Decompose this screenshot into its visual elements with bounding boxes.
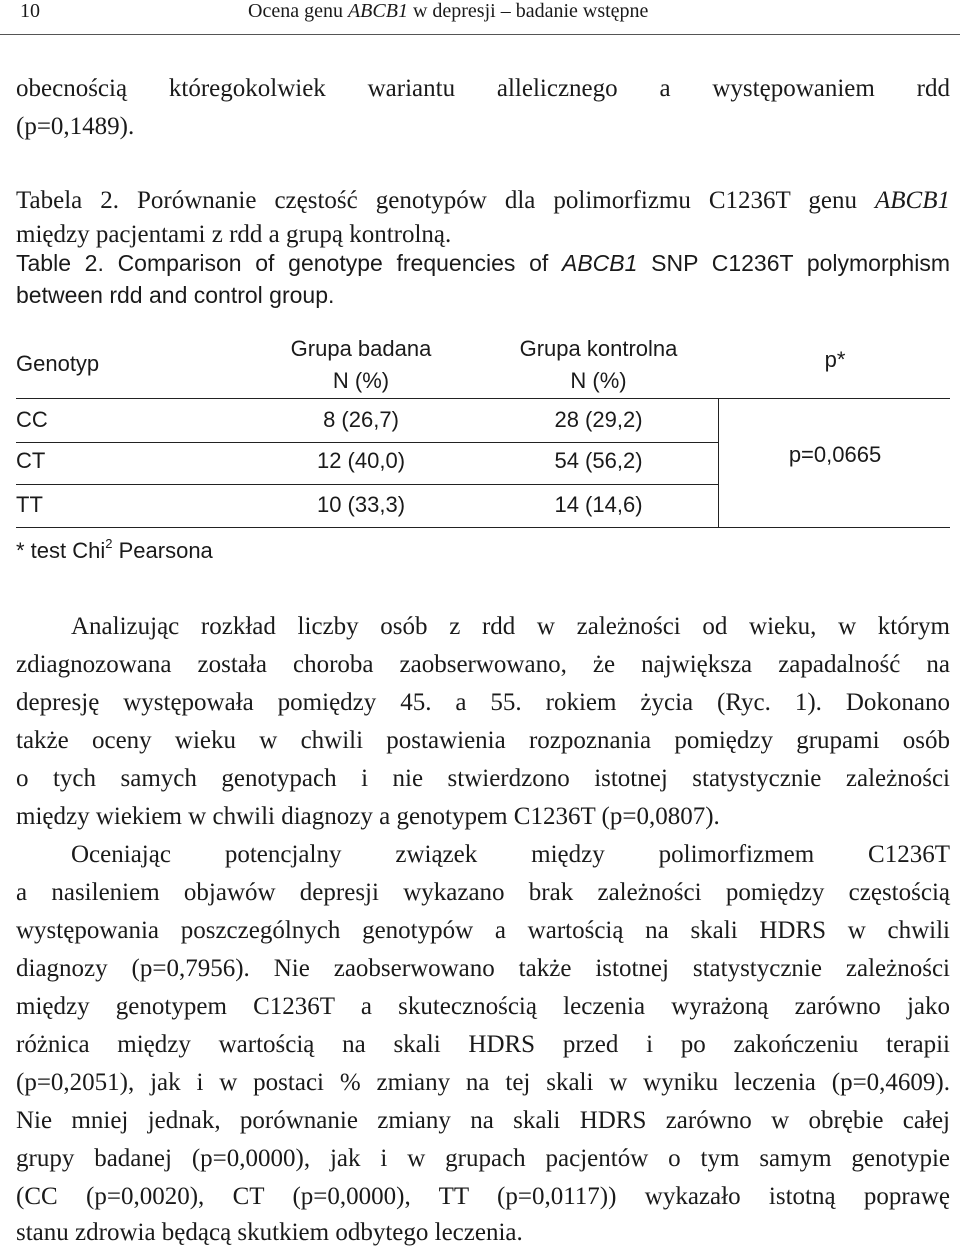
caption-pl-line-2: między pacjentami z rdd a grupą kontrolną. bbox=[16, 221, 452, 248]
row-cc-study: 8 (26,7) bbox=[323, 407, 399, 432]
para2-line-10: (CC (p=0,0020), CT (p=0,0000), TT (p=0,0117)) wykazało istotną poprawę bbox=[16, 1183, 950, 1210]
caption-pl-line-1 bbox=[16, 186, 950, 216]
running-head-gene: ABCB1 bbox=[347, 0, 408, 22]
header-rule-bottom bbox=[16, 398, 950, 399]
header-control-line-1: Grupa kontrolna bbox=[519, 336, 678, 361]
header-rule bbox=[0, 34, 960, 35]
para2-line-6: różnica między wartością na skali HDRS przed i po zakończeniu terapii bbox=[16, 1031, 950, 1058]
row-tt-study: 10 (33,3) bbox=[316, 492, 406, 517]
para2-line-8: Nie mniej jednak, porównanie zmiany na skali HDRS zarówno w obrębie całej bbox=[16, 1107, 950, 1134]
caption-pl-pre: Tabela 2. Porównanie częstość genotypów dla polimorfizmu C1236T genu bbox=[16, 187, 875, 214]
para1-line-1: Analizując rozkład liczby osób z rdd w zależności od wieku, w którym bbox=[71, 613, 950, 640]
para1-line-4: także oceny wieku w chwili postawienia rozpoznania pomiędzy grupami osób bbox=[16, 727, 950, 754]
page-number: 10 bbox=[20, 0, 40, 22]
table-bottom-rule bbox=[16, 527, 950, 528]
intro-line-2: (p=0,1489). bbox=[16, 113, 135, 140]
header-study-line-2: N (%) bbox=[332, 368, 390, 393]
row-ct-genotype: CT bbox=[16, 448, 46, 473]
para2-line-11: stanu zdrowia będącą skutkiem odbytego leczenia. bbox=[16, 1219, 523, 1246]
caption-en-gene: ABCB1 bbox=[562, 250, 638, 276]
running-head-post: w depresji – badanie wstępne bbox=[407, 0, 649, 22]
para2-line-7: (p=0,2051), jak i w postaci % zmiany na tej skali w wyniku leczenia (p=0,4609). bbox=[16, 1069, 950, 1096]
footnote-post: Pearsona bbox=[112, 538, 213, 563]
para1-line-2: zdiagnozowana została choroba zaobserwowano, że największa zapadalność na bbox=[16, 651, 950, 678]
row-rule-1 bbox=[16, 442, 718, 443]
running-head-pre: Ocena genu bbox=[248, 0, 348, 22]
table-footnote bbox=[16, 536, 213, 566]
para1-line-6: między wiekiem w chwili diagnozy a genotypem C1236T (p=0,0807). bbox=[16, 803, 720, 830]
header-control-line-2: N (%) bbox=[570, 368, 627, 393]
para2-line-1: Oceniając potencjalny związek między polimorfizmem C1236T bbox=[71, 841, 950, 868]
header-genotype: Genotyp bbox=[16, 351, 100, 376]
para2-line-9: grupy badanej (p=0,0000), jak i w grupach pacjentów o tym samym genotypie bbox=[16, 1145, 950, 1172]
p-value: p=0,0665 bbox=[788, 442, 882, 467]
p-column-divider bbox=[718, 398, 719, 528]
row-tt-genotype: TT bbox=[16, 492, 43, 517]
footnote-sup: 2 bbox=[105, 536, 113, 551]
row-cc-control: 28 (29,2) bbox=[554, 407, 643, 432]
row-cc-genotype: CC bbox=[16, 407, 48, 432]
row-rule-2 bbox=[16, 484, 718, 485]
intro-line-1: obecnością któregokolwiek wariantu allelicznego a występowaniem rdd bbox=[16, 75, 950, 102]
caption-en-line-2: between rdd and control group. bbox=[16, 282, 335, 308]
para1-line-3: depresję występowała pomiędzy 45. a 55. rokiem życia (Ryc. 1). Dokonano bbox=[16, 689, 950, 716]
caption-en-post: SNP C1236T polymorphism bbox=[637, 250, 950, 276]
row-ct-control: 54 (56,2) bbox=[554, 448, 643, 473]
para2-line-2: a nasileniem objawów depresji wykazano brak zależności pomiędzy częstością bbox=[16, 879, 950, 906]
caption-en-pre: Table 2. Comparison of genotype frequencies of bbox=[16, 250, 562, 276]
row-ct-study: 12 (40,0) bbox=[316, 448, 406, 473]
header-p: p* bbox=[824, 347, 846, 372]
row-tt-control: 14 (14,6) bbox=[554, 492, 643, 517]
para2-line-5: między genotypem C1236T a skutecznością leczenia wyrażoną zarówno jako bbox=[16, 993, 950, 1020]
running-head bbox=[248, 0, 648, 22]
header-study-line-1: Grupa badana bbox=[290, 336, 432, 361]
genotype-table bbox=[16, 330, 950, 530]
para2-line-4: diagnozy (p=0,7956). Nie zaobserwowano także istotnej statystycznie zależności bbox=[16, 955, 950, 982]
footnote-pre: * test Chi bbox=[16, 538, 106, 563]
caption-pl-gene: ABCB1 bbox=[875, 187, 950, 214]
para1-line-5: o tych samych genotypach i nie stwierdzono istotnej statystycznie zależności bbox=[16, 765, 950, 792]
para2-line-3: występowania poszczególnych genotypów a wartością na skali HDRS w chwili bbox=[16, 917, 950, 944]
caption-en-line-1 bbox=[16, 248, 950, 278]
